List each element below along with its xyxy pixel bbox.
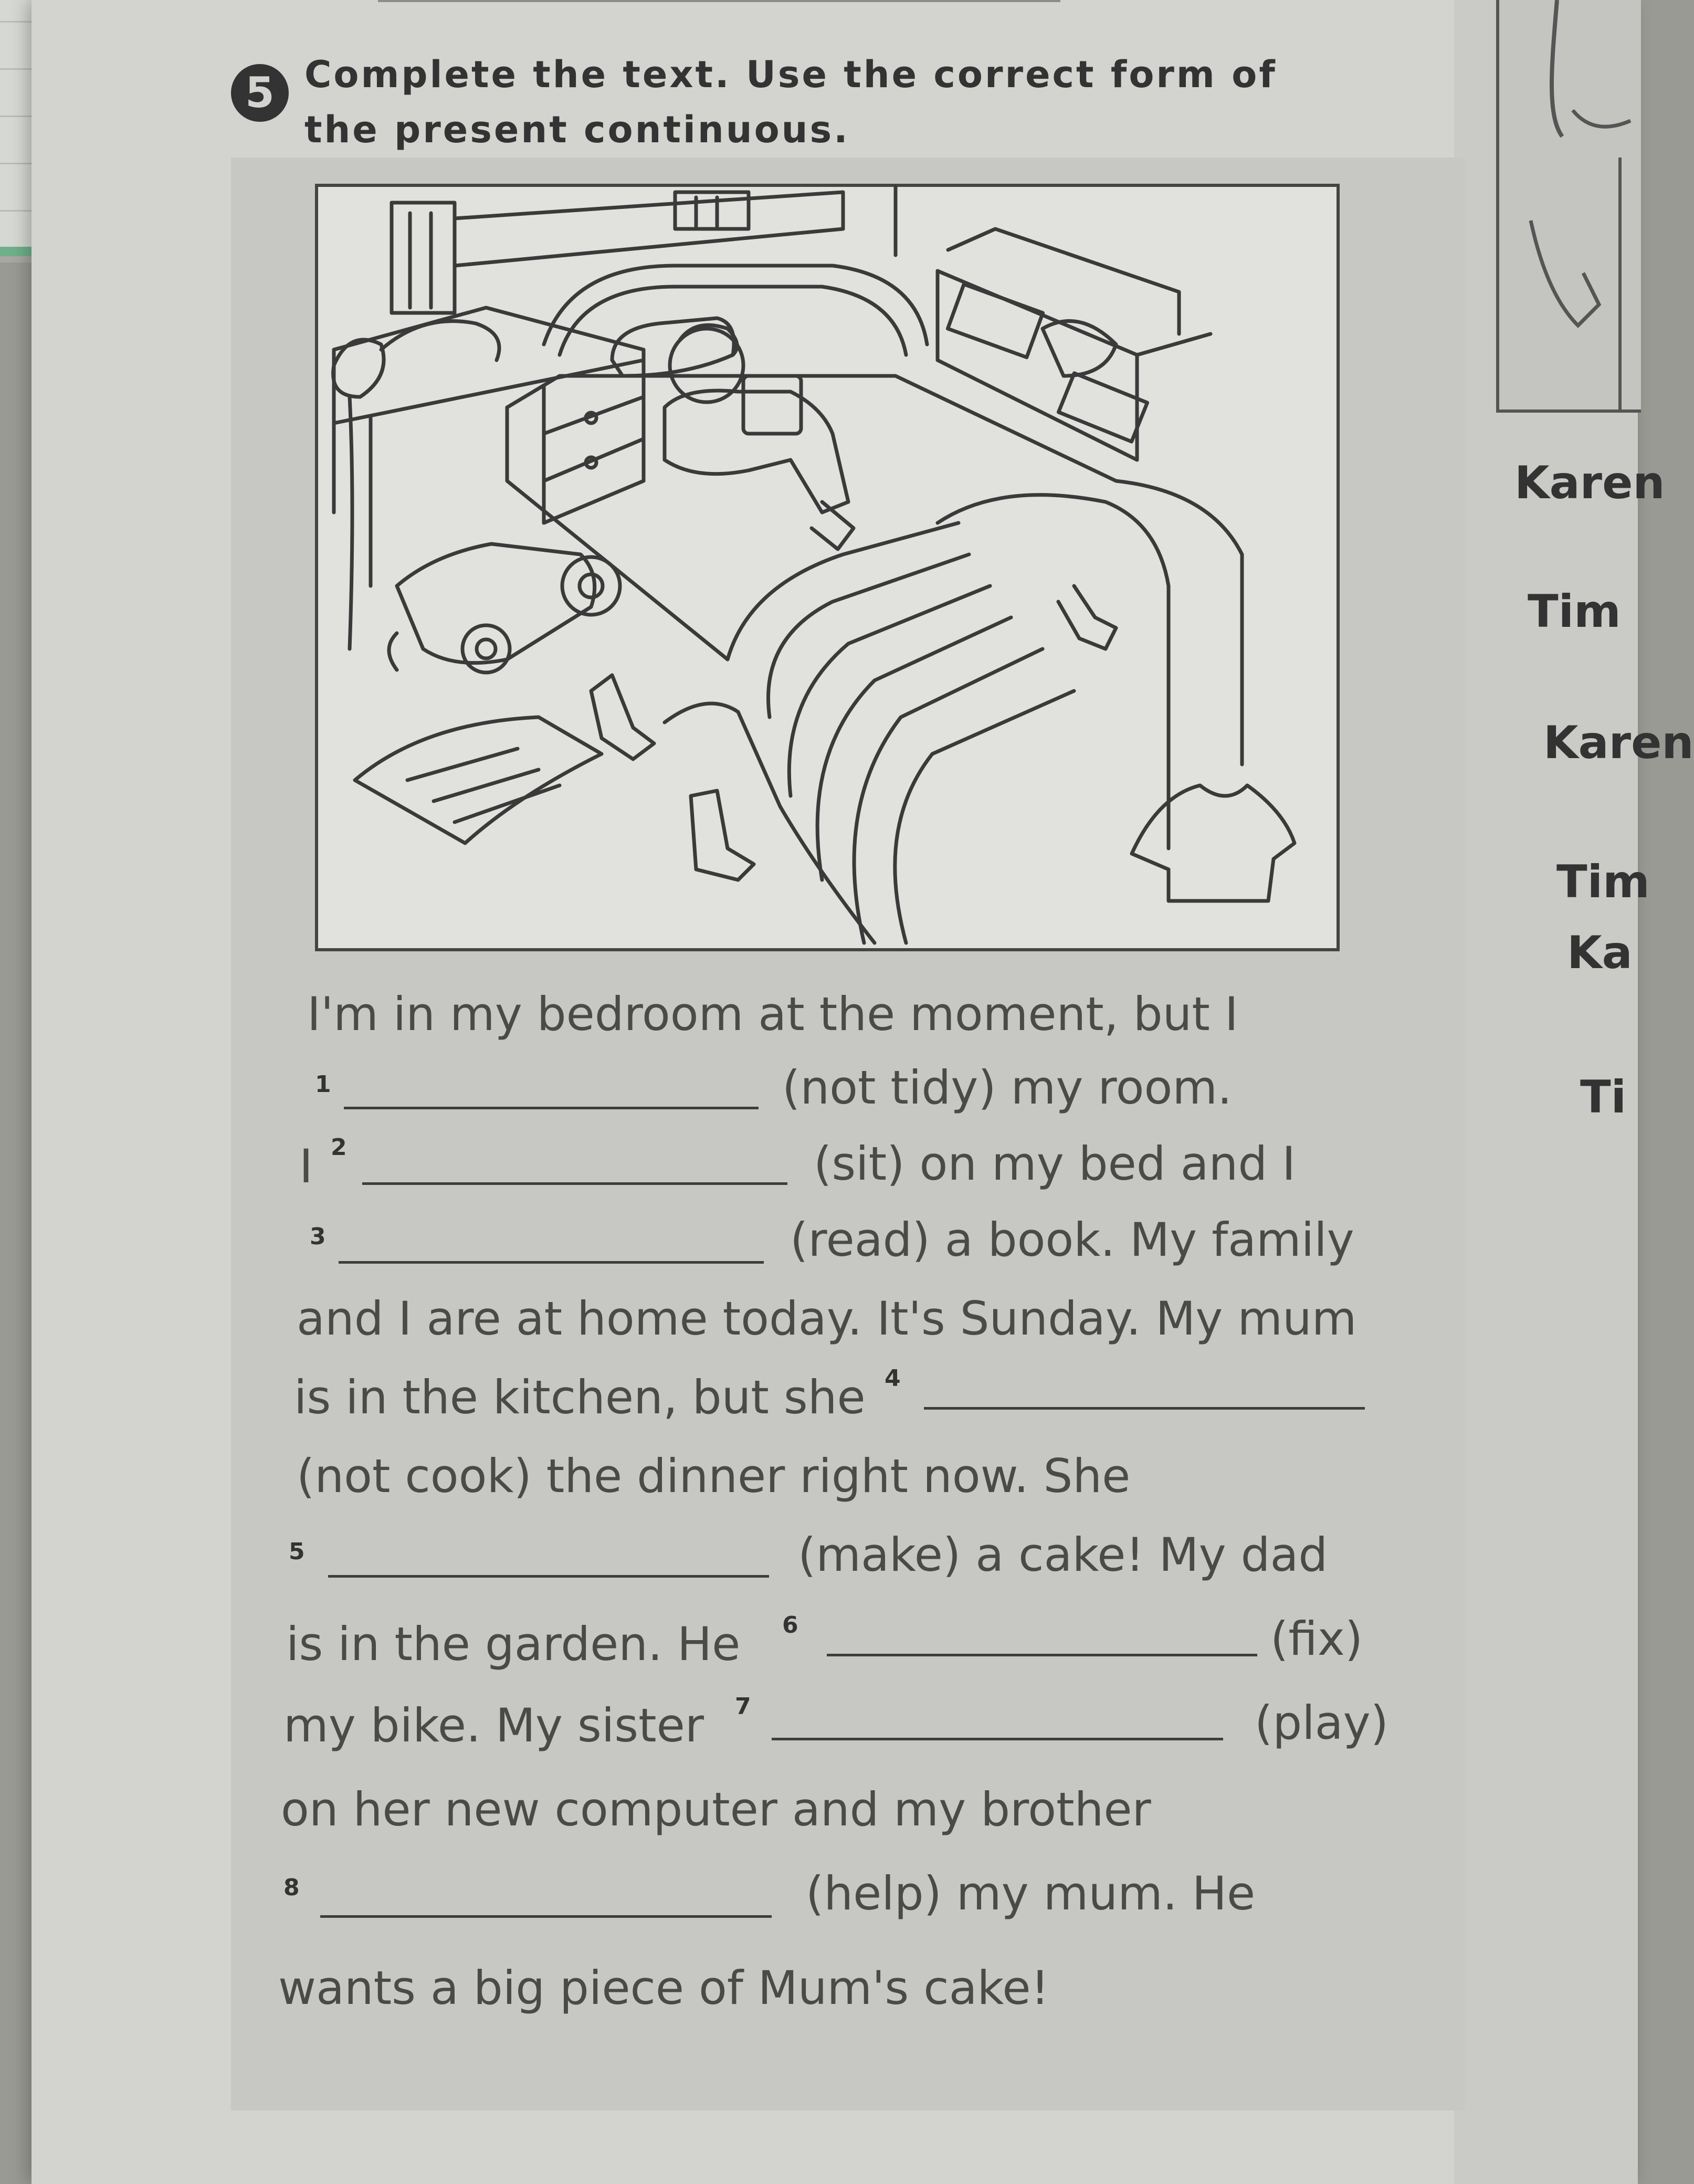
hint-6: (fix) [1270, 1612, 1363, 1666]
next-page-name-2: Tim [1528, 585, 1621, 638]
next-page-illustration [1496, 0, 1641, 413]
text-line-computer: on her new computer and my brother [281, 1782, 1151, 1836]
hint-5: (make) a cake! My dad [798, 1528, 1328, 1582]
heading-line-2: the present continuous. [304, 108, 850, 151]
answer-blank-2[interactable] [362, 1182, 787, 1185]
next-page-name-1: Karen [1514, 457, 1665, 509]
gap-number-7: 7 [735, 1693, 751, 1720]
text-line-kitchen: is in the kitchen, but she [294, 1370, 866, 1424]
answer-blank-5[interactable] [328, 1575, 769, 1578]
answer-blank-7[interactable] [772, 1738, 1223, 1740]
hint-3: (read) a book. My family [790, 1213, 1354, 1267]
text-line-family: and I are at home today. It's Sunday. My mum [297, 1292, 1357, 1346]
next-page-name-5: Ka [1567, 927, 1633, 979]
hint-8: (help) my mum. He [806, 1866, 1256, 1920]
answer-blank-3[interactable] [339, 1261, 764, 1264]
text-line-garden: is in the garden. He [286, 1617, 741, 1671]
gap-number-5: 5 [289, 1538, 305, 1565]
hint-2: (sit) on my bed and I [814, 1137, 1296, 1191]
heading-line-1: Complete the text. Use the correct form of [304, 53, 1277, 96]
hint-7: (play) [1255, 1696, 1388, 1750]
bedroom-illustration [315, 184, 1340, 951]
exercise-instructions [304, 47, 1302, 158]
next-page-name-3: Karen [1543, 717, 1694, 769]
next-page-name-6: Ti [1580, 1071, 1627, 1124]
gap-number-4: 4 [885, 1365, 901, 1392]
page-top-rule [378, 0, 1060, 2]
gap-number-1: 1 [315, 1071, 331, 1098]
text-line-intro: I'm in my bedroom at the moment, but I [307, 987, 1238, 1041]
answer-blank-4[interactable] [924, 1407, 1365, 1410]
text-line-i: I [299, 1139, 313, 1193]
text-line-cake: wants a big piece of Mum's cake! [278, 1961, 1049, 2015]
gap-number-2: 2 [331, 1134, 347, 1161]
gap-number-8: 8 [283, 1874, 300, 1901]
hint-1: (not tidy) my room. [782, 1060, 1233, 1115]
answer-blank-1[interactable] [344, 1107, 759, 1109]
gap-number-6: 6 [782, 1612, 798, 1639]
gap-number-3: 3 [310, 1223, 326, 1250]
hint-4: (not cook) the dinner right now. She [297, 1449, 1131, 1503]
answer-blank-8[interactable] [320, 1915, 772, 1918]
exercise-number-badge: 5 [231, 64, 289, 122]
text-line-sister: my bike. My sister [283, 1698, 704, 1752]
answer-blank-6[interactable] [827, 1654, 1257, 1656]
next-page-name-4: Tim [1556, 856, 1650, 908]
